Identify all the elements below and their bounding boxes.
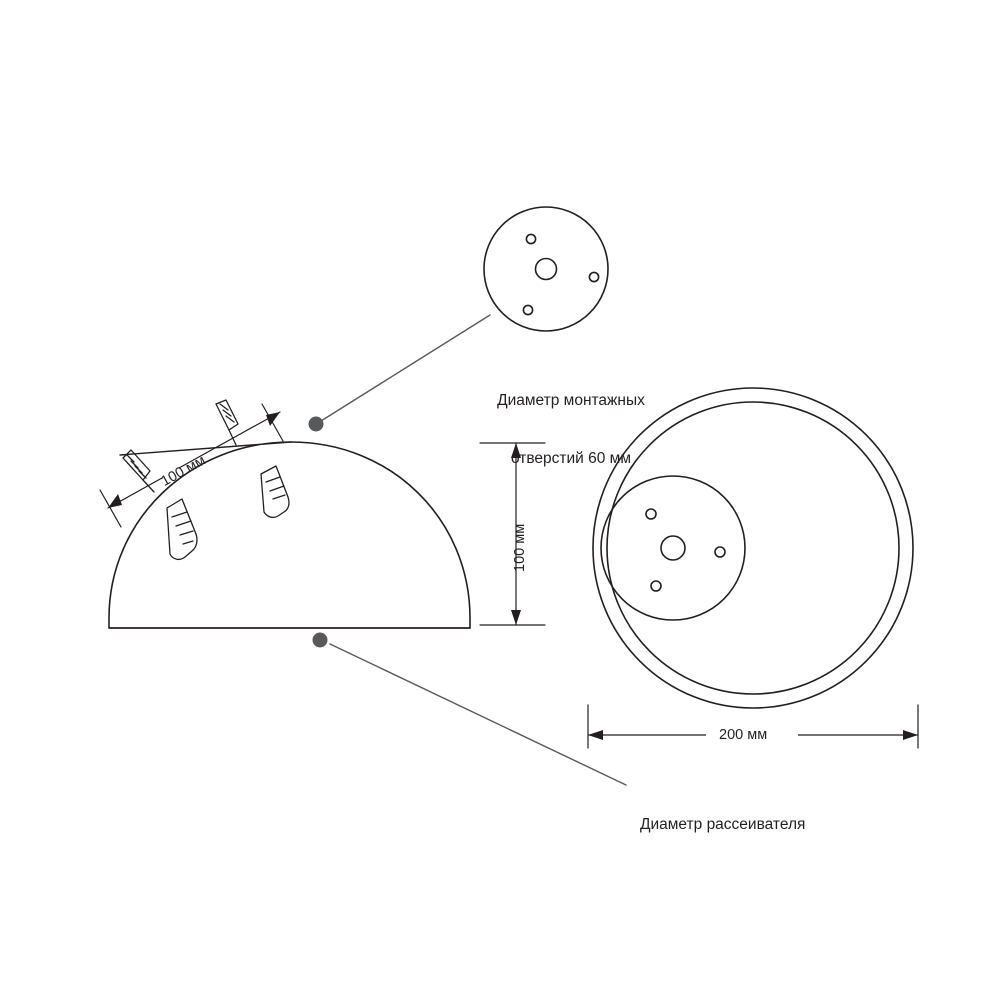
topview-center-hole [661, 536, 685, 560]
mounting-plate-outline [484, 207, 608, 331]
mounting-hole-bottom [523, 305, 532, 314]
dowel-group-2 [261, 466, 289, 517]
callout-dot-mounting [309, 417, 324, 432]
callout-diffuser-label [640, 776, 870, 873]
dome-side-profile [109, 442, 470, 628]
callout-leader-mounting [321, 315, 490, 421]
mounting-hole-top [526, 234, 535, 243]
dim-diameter-label: 200 мм [719, 727, 768, 743]
callout-mounting-holes-line2: отверстий 60 мм [510, 449, 631, 467]
mounting-hole-right [589, 272, 598, 281]
dowel-group-1 [167, 499, 197, 559]
callout-leader-diffuser [330, 644, 626, 785]
callout-dot-diffuser [313, 633, 328, 648]
dim-screw-spacing-label: 100 мм [158, 452, 209, 490]
topview-hole-lower-left [651, 581, 661, 591]
callout-diffuser-line1: Диаметр рассеивателя [640, 815, 806, 833]
callout-mounting-holes-line1: Диаметр монтажных [497, 391, 645, 409]
screw-group-2 [216, 400, 238, 445]
topview-hole-upper-left [646, 509, 656, 519]
topview-hole-right [715, 547, 725, 557]
dim-height-label: 100 мм [512, 523, 528, 572]
callout-mounting-holes-label [466, 352, 676, 507]
mounting-plate-center-hole [536, 259, 557, 280]
